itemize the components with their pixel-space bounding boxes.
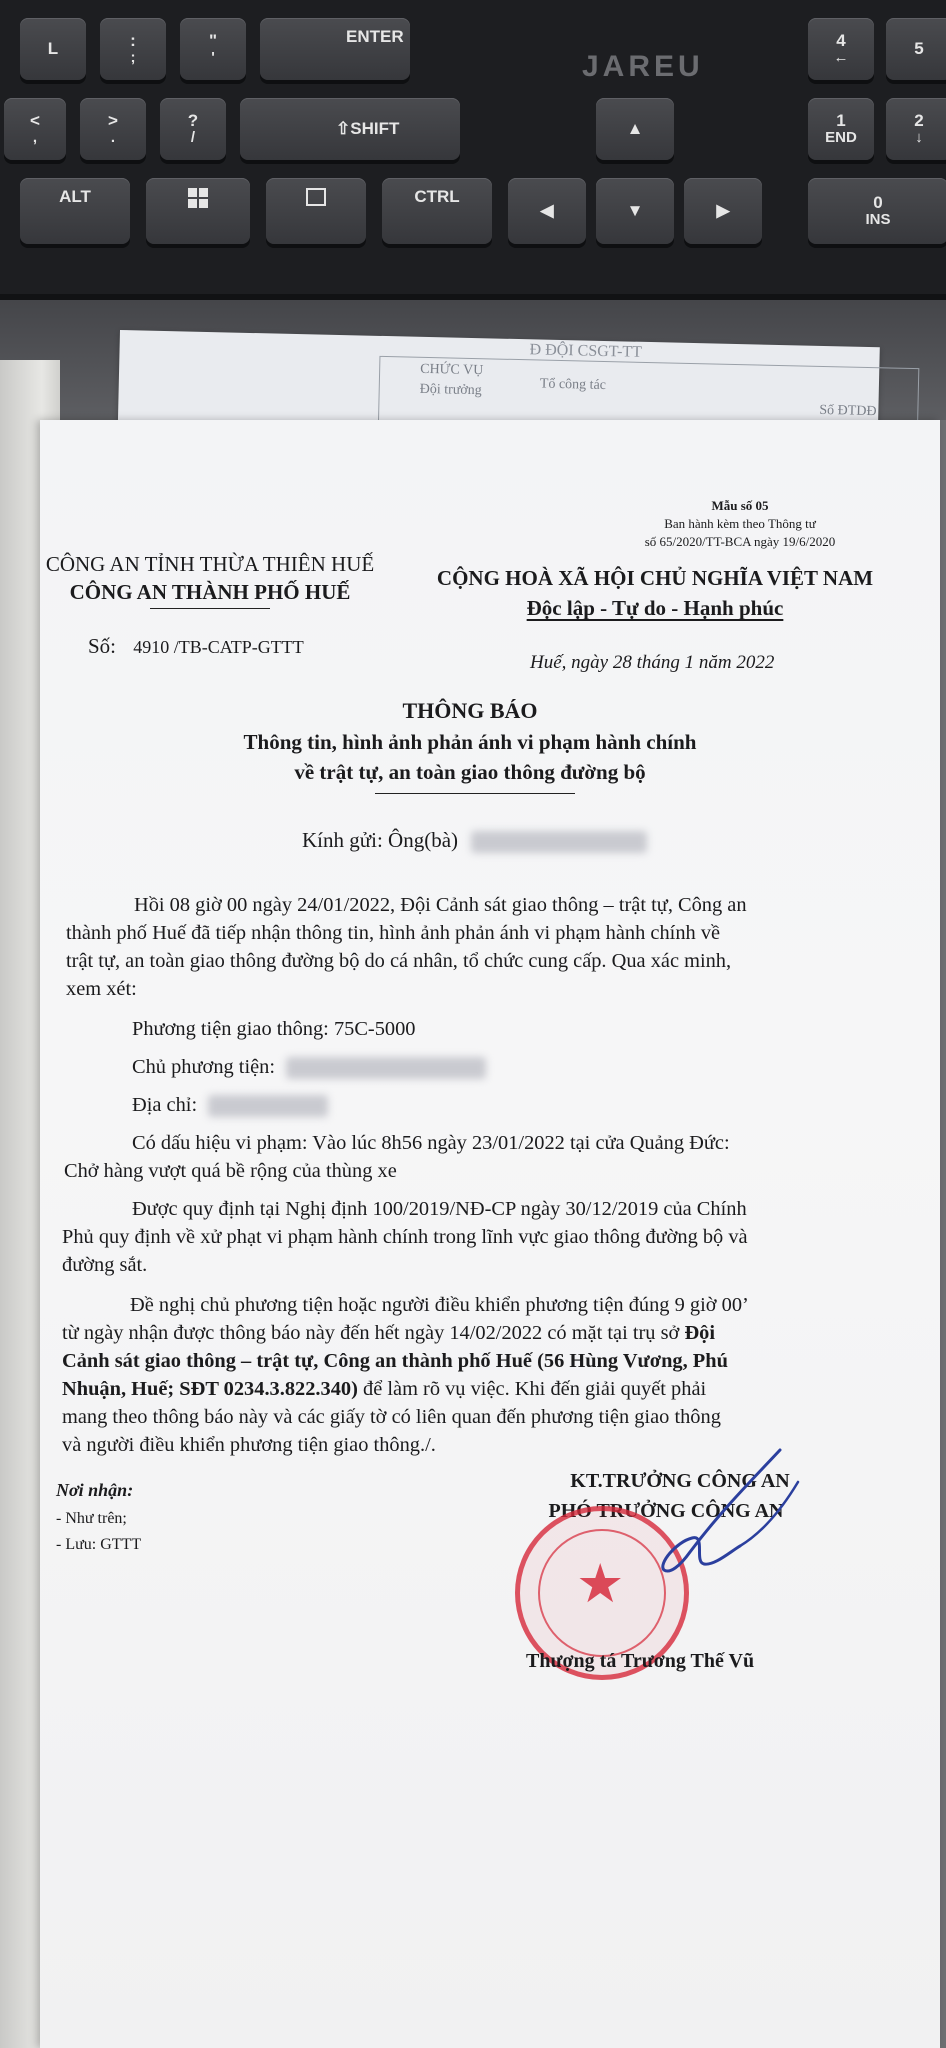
subtitle-underline	[375, 793, 575, 794]
regulation-line-3: đường sắt.	[62, 1254, 148, 1276]
address-redacted	[208, 1095, 328, 1117]
notice-title: THÔNG BÁO	[402, 698, 538, 723]
body-paragraph-1-line-1: Hồi 08 giờ 00 ngày 24/01/2022, Đội Cảnh sát giao thông – trật tự, Công an	[134, 894, 747, 916]
national-motto: Độc lập - Tự do - Hạnh phúc	[526, 596, 784, 620]
key-alt: ALT	[20, 178, 130, 244]
arrow-up-icon: ▲	[626, 119, 644, 139]
request-line-2: từ ngày nhận được thông báo này đến hết ngày 14/02/2022 có mặt tại trụ sở Đội	[62, 1322, 716, 1344]
greeting-line	[302, 828, 647, 853]
key-shift: ⇧SHIFT	[240, 98, 460, 160]
request-line-1: Đề nghị chủ phương tiện hoặc người điều khiển phương tiện đúng 9 giờ 00’	[130, 1294, 749, 1316]
reference-number: 4910 /TB-CATP-GTTT	[133, 637, 304, 657]
request-line-6: và người điều khiển phương tiện giao thông./.	[62, 1434, 436, 1456]
reference-number-line	[88, 634, 304, 659]
key-ins: 0 INS	[808, 178, 946, 244]
stamp-star-emblem-icon: ★	[576, 1554, 625, 1614]
request-line-3: Cảnh sát giao thông – trật tự, Công an thành phố Huế (56 Hùng Vương, Phú	[62, 1350, 728, 1372]
form-circular: số 65/2020/TT-BCA ngày 19/6/2020	[644, 534, 836, 549]
key-slash: ? /	[160, 98, 226, 160]
reference-label: Số:	[88, 634, 117, 658]
key-semicolon: : ;	[100, 18, 166, 80]
arrow-left-icon: ←	[833, 49, 849, 67]
signer-title-line-1: KT.TRƯỞNG CÔNG AN	[570, 1470, 790, 1492]
arrow-down-icon: ↓	[915, 129, 923, 147]
form-number: Mẫu số 05	[711, 498, 769, 513]
regulation-line-1: Được quy định tại Nghị định 100/2019/NĐ-CP ngày 30/12/2019 của Chính	[132, 1198, 747, 1220]
key-num2: 2 ↓	[886, 98, 946, 160]
key-arrow-right	[684, 178, 762, 244]
shift-arrow-icon: ⇧	[336, 119, 351, 139]
key-period: > .	[80, 98, 146, 160]
key-comma: < ,	[4, 98, 66, 160]
signer-title-line-2: PHÓ TRƯỞNG CÔNG AN	[548, 1500, 784, 1522]
handwritten-signature	[630, 1442, 820, 1592]
arrow-down-icon: ▼	[626, 201, 644, 221]
recipient-item: - Lưu: GTTT	[56, 1536, 142, 1553]
key-end: 1 END	[808, 98, 874, 160]
address-line	[132, 1094, 328, 1117]
vehicle-owner-line	[132, 1056, 486, 1079]
key-arrow-up	[596, 98, 674, 160]
back-col-position: CHỨC VỤ	[420, 361, 484, 379]
regulation-line-2: Phủ quy định về xử phạt vi phạm hành chính trong lĩnh vực giao thông đường bộ và	[62, 1226, 748, 1248]
arrow-left-icon: ◀	[540, 201, 554, 221]
key-ctrl: CTRL	[382, 178, 492, 244]
keyboard	[0, 0, 946, 300]
body-paragraph-1-line-2: thành phố Huế đã tiếp nhận thông tin, hình ảnh phản ánh vi phạm hành chính về	[66, 922, 721, 944]
vehicle-plate: Phương tiện giao thông: 75C-5000	[132, 1018, 416, 1040]
menu-icon	[306, 188, 326, 206]
agency-name: CÔNG AN THÀNH PHỐ HUẾ	[69, 580, 351, 604]
key-arrow-left	[508, 178, 586, 244]
notice-subtitle-line-2: về trật tự, an toàn giao thông đường bộ	[294, 760, 646, 784]
violation-line-1: Có dấu hiệu vi phạm: Vào lúc 8h56 ngày 23/01/2022 tại cửa Quảng Đức:	[132, 1132, 730, 1154]
notice-subtitle-line-1: Thông tin, hình ảnh phản ánh vi phạm hành chính	[243, 730, 697, 754]
key-enter: ENTER	[260, 18, 410, 80]
request-line-4: Nhuận, Huế; SĐT 0234.3.822.340) để làm rõ vụ việc. Khi đến giải quyết phải	[62, 1378, 707, 1400]
back-col-unit: Tổ công tác	[539, 376, 607, 394]
agency-parent: CÔNG AN TỈNH THỪA THIÊN HUẾ	[45, 552, 375, 576]
back-row-position: Đội trưởng	[419, 381, 482, 399]
country-name: CỘNG HOÀ XÃ HỘI CHỦ NGHĨA VIỆT NAM	[436, 566, 874, 590]
address-label: Địa chỉ:	[132, 1094, 198, 1116]
body-paragraph-1-line-4: xem xét:	[66, 978, 137, 1000]
key-windows	[146, 178, 250, 244]
key-num4: 4 ←	[808, 18, 874, 80]
key-l: L	[20, 18, 86, 80]
form-issued: Ban hành kèm theo Thông tư	[664, 516, 816, 531]
keyboard-brand-logo: JAREU	[582, 50, 704, 83]
vehicle-owner-label: Chủ phương tiện:	[132, 1056, 276, 1078]
place-date: Huế, ngày 28 tháng 1 năm 2022	[530, 652, 775, 673]
key-quote: " '	[180, 18, 246, 80]
key-menu	[266, 178, 366, 244]
key-num5: 5	[886, 18, 946, 80]
official-notice-document	[40, 420, 940, 2048]
recipient-item: - Như trên;	[56, 1510, 127, 1527]
request-line-5: mang theo thông báo này và các giấy tờ có liên quan đến phương tiện giao thông	[62, 1406, 721, 1428]
recipients-title: Nơi nhận:	[56, 1480, 134, 1500]
recipient-name-redacted	[471, 831, 647, 853]
back-col-phone: Số ĐTDĐ	[819, 402, 877, 420]
signer-name: Thượng tá Trương Thế Vũ	[526, 1650, 755, 1672]
greeting-label: Kính gửi: Ông(bà)	[302, 828, 459, 852]
vehicle-owner-redacted	[286, 1057, 486, 1079]
body-paragraph-1-line-3: trật tự, an toàn giao thông đường bộ do cá nhân, tổ chức cung cấp. Qua xác minh,	[66, 950, 732, 972]
agency-underline	[150, 608, 270, 609]
key-arrow-down	[596, 178, 674, 244]
back-sheet-header: Đ ĐỘI CSGT-TT	[529, 341, 643, 361]
windows-logo-icon	[188, 188, 208, 208]
arrow-right-icon: ▶	[716, 201, 730, 221]
violation-line-2: Chở hàng vượt quá bề rộng của thùng xe	[64, 1160, 397, 1182]
